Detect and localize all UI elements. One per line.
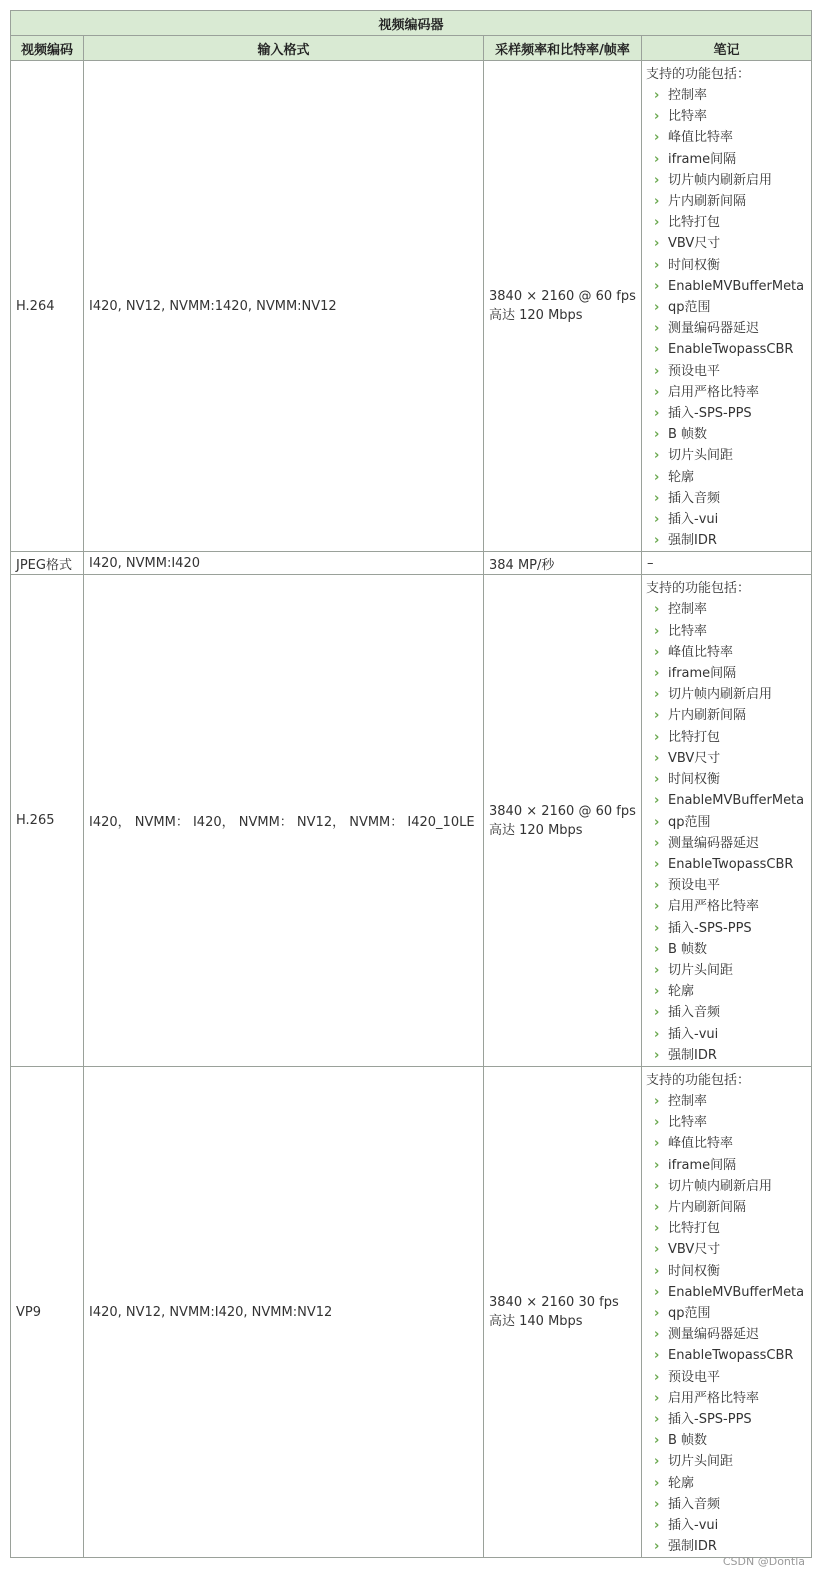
- feature-item: [646, 530, 811, 551]
- chevron-right-icon: ›: [654, 1284, 660, 1300]
- chevron-right-icon: ›: [654, 602, 660, 618]
- feature-item: [646, 1430, 811, 1451]
- table-row: [11, 1066, 812, 1557]
- codec-cell: H.264: [11, 61, 84, 552]
- feature-item: [646, 276, 811, 297]
- feature-item: [646, 1473, 811, 1494]
- codec-cell: JPEG格式: [11, 552, 84, 575]
- feature-label: VBV尺寸: [668, 750, 721, 766]
- feature-item: [646, 339, 811, 360]
- feature-label: iframe间隔: [668, 666, 737, 682]
- chevron-right-icon: ›: [654, 321, 660, 337]
- feature-item: [646, 1282, 811, 1303]
- chevron-right-icon: ›: [654, 194, 660, 210]
- feature-item: [646, 790, 811, 811]
- feature-label: VBV尺寸: [668, 1242, 721, 1258]
- feature-item: [646, 1155, 811, 1176]
- chevron-right-icon: ›: [654, 469, 660, 485]
- feature-item: [646, 642, 811, 663]
- feature-label: EnableMVBufferMeta: [668, 793, 805, 809]
- feature-item: [646, 1002, 811, 1023]
- feature-label: qp范围: [668, 1305, 711, 1321]
- codec-cell: VP9: [11, 1066, 84, 1557]
- feature-label: 轮廓: [668, 984, 695, 1000]
- feature-label: EnableTwopassCBR: [668, 1348, 794, 1364]
- chevron-right-icon: ›: [654, 1005, 660, 1021]
- chevron-right-icon: ›: [654, 623, 660, 639]
- chevron-right-icon: ›: [654, 750, 660, 766]
- watermark: CSDN @Dontla: [722, 1555, 805, 1568]
- feature-label: EnableTwopassCBR: [668, 856, 794, 872]
- feature-label: B 帧数: [668, 1433, 708, 1449]
- chevron-right-icon: ›: [654, 687, 660, 703]
- chevron-right-icon: ›: [654, 448, 660, 464]
- feature-label: iframe间隔: [668, 1157, 737, 1173]
- notes-title: 支持的功能包括：: [646, 1072, 751, 1088]
- feature-label: 轮廓: [668, 1475, 695, 1491]
- chevron-right-icon: ›: [654, 88, 660, 103]
- feature-label: EnableMVBufferMeta: [668, 1284, 805, 1300]
- feature-label: 强制IDR: [668, 1047, 717, 1063]
- feature-item: [646, 1045, 811, 1066]
- feature-label: iframe间隔: [668, 151, 737, 167]
- chevron-right-icon: ›: [654, 644, 660, 660]
- notes-cell: [642, 1066, 812, 1557]
- feature-label: 时间权衡: [668, 772, 721, 788]
- chevron-right-icon: ›: [654, 1390, 660, 1406]
- feature-label: 测量编码器延迟: [668, 321, 760, 337]
- chevron-right-icon: ›: [654, 257, 660, 273]
- feature-label: 插入音频: [668, 1496, 721, 1512]
- header-performance: 采样频率和比特率/帧率: [484, 36, 642, 61]
- feature-label: 插入-vui: [668, 1026, 719, 1042]
- chevron-right-icon: ›: [654, 1518, 660, 1533]
- feature-label: B 帧数: [668, 941, 708, 957]
- feature-item: [646, 233, 811, 254]
- chevron-right-icon: ›: [654, 1539, 660, 1555]
- table-row: [11, 552, 812, 575]
- feature-label: EnableMVBufferMeta: [668, 278, 805, 294]
- feature-label: 比特率: [668, 1115, 708, 1131]
- feature-label: 插入-SPS-PPS: [668, 1411, 752, 1427]
- feature-label: 切片头间距: [668, 1454, 734, 1470]
- chevron-right-icon: ›: [654, 1157, 660, 1173]
- feature-item: [646, 1024, 811, 1045]
- feature-label: 控制率: [668, 88, 708, 103]
- chevron-right-icon: ›: [654, 215, 660, 231]
- video-encoder-table: [10, 10, 812, 1558]
- performance-cell: [484, 61, 642, 552]
- chevron-right-icon: ›: [654, 1136, 660, 1152]
- feature-label: 比特率: [668, 109, 708, 125]
- notes-title: 支持的功能包括：: [646, 67, 751, 82]
- chevron-right-icon: ›: [654, 1411, 660, 1427]
- chevron-right-icon: ›: [654, 278, 660, 294]
- feature-label: 插入-SPS-PPS: [668, 406, 752, 422]
- feature-list: [646, 599, 811, 1065]
- chevron-right-icon: ›: [654, 384, 660, 400]
- feature-item: [646, 318, 811, 339]
- feature-item: [646, 960, 811, 981]
- feature-item: [646, 769, 811, 790]
- chevron-right-icon: ›: [654, 512, 660, 528]
- feature-item: [646, 1133, 811, 1154]
- chevron-right-icon: ›: [654, 962, 660, 978]
- perf-line: 高达 120 Mbps: [489, 822, 583, 838]
- chevron-right-icon: ›: [654, 1263, 660, 1279]
- chevron-right-icon: ›: [654, 1221, 660, 1237]
- chevron-right-icon: ›: [654, 130, 660, 146]
- chevron-right-icon: ›: [654, 1327, 660, 1343]
- feature-item: [646, 1388, 811, 1409]
- feature-item: [646, 1324, 811, 1345]
- feature-label: 时间权衡: [668, 257, 721, 273]
- chevron-right-icon: ›: [654, 1242, 660, 1258]
- feature-item: [646, 467, 811, 488]
- feature-item: [646, 170, 811, 191]
- feature-item: [646, 149, 811, 170]
- feature-item: [646, 1176, 811, 1197]
- feature-item: [646, 684, 811, 705]
- header-codec: 视频编码: [11, 36, 84, 61]
- perf-line: 3840 × 2160 @ 60 fps: [489, 803, 636, 819]
- feature-item: [646, 445, 811, 466]
- feature-label: 插入音频: [668, 490, 721, 506]
- table-row: [11, 575, 812, 1066]
- feature-label: 片内刷新间隔: [668, 1199, 747, 1215]
- feature-label: 启用严格比特率: [668, 899, 760, 915]
- feature-item: [646, 212, 811, 233]
- performance-cell: 384 MP/秒: [484, 552, 642, 575]
- feature-item: [646, 191, 811, 212]
- feature-item: [646, 297, 811, 318]
- codec-cell: H.265: [11, 575, 84, 1066]
- notes-cell: [642, 575, 812, 1066]
- feature-label: 预设电平: [668, 363, 721, 379]
- header-input-format: 输入格式: [84, 36, 484, 61]
- chevron-right-icon: ›: [654, 835, 660, 851]
- feature-item: [646, 382, 811, 403]
- feature-item: [646, 981, 811, 1002]
- feature-item: [646, 361, 811, 382]
- chevron-right-icon: ›: [654, 1305, 660, 1321]
- feature-label: 比特打包: [668, 215, 721, 231]
- chevron-right-icon: ›: [654, 1026, 660, 1042]
- feature-item: [646, 599, 811, 620]
- feature-item: [646, 509, 811, 530]
- chevron-right-icon: ›: [654, 300, 660, 316]
- feature-label: 切片帧内刷新启用: [668, 687, 773, 703]
- chevron-right-icon: ›: [654, 1454, 660, 1470]
- chevron-right-icon: ›: [654, 1475, 660, 1491]
- chevron-right-icon: ›: [654, 1178, 660, 1194]
- feature-item: [646, 1112, 811, 1133]
- feature-label: 测量编码器延迟: [668, 835, 760, 851]
- perf-line: 高达 140 Mbps: [489, 1314, 583, 1330]
- feature-list: [646, 85, 811, 551]
- feature-item: [646, 748, 811, 769]
- feature-item: [646, 918, 811, 939]
- perf-line: 3840 × 2160 30 fps: [489, 1295, 619, 1311]
- chevron-right-icon: ›: [654, 1093, 660, 1109]
- performance-cell: [484, 575, 642, 1066]
- performance-cell: [484, 1066, 642, 1557]
- chevron-right-icon: ›: [654, 793, 660, 809]
- chevron-right-icon: ›: [654, 984, 660, 1000]
- input-cell: I420， NVMM： I420， NVMM： NV12， NVMM： I420_10LE: [84, 575, 484, 1066]
- feature-label: 启用严格比特率: [668, 1390, 760, 1406]
- feature-item: [646, 854, 811, 875]
- chevron-right-icon: ›: [654, 1047, 660, 1063]
- feature-item: [646, 1197, 811, 1218]
- input-cell: I420, NVMM:I420: [84, 552, 484, 575]
- perf-line: 3840 × 2160 @ 60 fps: [489, 289, 636, 305]
- feature-item: [646, 663, 811, 684]
- feature-label: 预设电平: [668, 878, 721, 894]
- feature-list: [646, 1091, 811, 1557]
- feature-item: [646, 727, 811, 748]
- chevron-right-icon: ›: [654, 1199, 660, 1215]
- feature-label: 峰值比特率: [668, 130, 734, 146]
- chevron-right-icon: ›: [654, 666, 660, 682]
- chevron-right-icon: ›: [654, 236, 660, 252]
- feature-label: 片内刷新间隔: [668, 194, 747, 210]
- chevron-right-icon: ›: [654, 109, 660, 125]
- chevron-right-icon: ›: [654, 729, 660, 745]
- feature-item: [646, 875, 811, 896]
- feature-item: [646, 896, 811, 917]
- feature-item: [646, 1409, 811, 1430]
- chevron-right-icon: ›: [654, 708, 660, 724]
- notes-cell: [642, 61, 812, 552]
- feature-label: 比特打包: [668, 1221, 721, 1237]
- feature-item: [646, 1218, 811, 1239]
- feature-label: VBV尺寸: [668, 236, 721, 252]
- feature-label: 启用严格比特率: [668, 384, 760, 400]
- feature-label: 插入-vui: [668, 1518, 719, 1533]
- feature-label: 插入-SPS-PPS: [668, 920, 752, 936]
- feature-item: [646, 1451, 811, 1472]
- chevron-right-icon: ›: [654, 533, 660, 549]
- feature-label: EnableTwopassCBR: [668, 342, 794, 358]
- chevron-right-icon: ›: [654, 1115, 660, 1131]
- feature-label: 峰值比特率: [668, 1136, 734, 1152]
- chevron-right-icon: ›: [654, 814, 660, 830]
- feature-item: [646, 1239, 811, 1260]
- feature-label: 轮廓: [668, 469, 695, 485]
- feature-label: 切片头间距: [668, 962, 734, 978]
- feature-item: [646, 1261, 811, 1282]
- feature-item: [646, 403, 811, 424]
- feature-item: [646, 1091, 811, 1112]
- feature-label: 测量编码器延迟: [668, 1327, 760, 1343]
- chevron-right-icon: ›: [654, 941, 660, 957]
- feature-label: 强制IDR: [668, 1539, 717, 1555]
- feature-item: [646, 1303, 811, 1324]
- feature-item: [646, 106, 811, 127]
- feature-label: 控制率: [668, 602, 708, 618]
- chevron-right-icon: ›: [654, 406, 660, 422]
- chevron-right-icon: ›: [654, 856, 660, 872]
- chevron-right-icon: ›: [654, 490, 660, 506]
- feature-item: [646, 705, 811, 726]
- feature-item: [646, 1515, 811, 1536]
- feature-item: [646, 939, 811, 960]
- chevron-right-icon: ›: [654, 151, 660, 167]
- input-cell: I420, NV12, NVMM:I420, NVMM:NV12: [84, 1066, 484, 1557]
- feature-item: [646, 621, 811, 642]
- feature-item: [646, 812, 811, 833]
- feature-label: 比特打包: [668, 729, 721, 745]
- feature-label: 片内刷新间隔: [668, 708, 747, 724]
- chevron-right-icon: ›: [654, 878, 660, 894]
- feature-label: 切片帧内刷新启用: [668, 172, 773, 188]
- feature-item: [646, 424, 811, 445]
- feature-label: 时间权衡: [668, 1263, 721, 1279]
- feature-label: 峰值比特率: [668, 644, 734, 660]
- input-cell: I420, NV12, NVMM:1420, NVMM:NV12: [84, 61, 484, 552]
- chevron-right-icon: ›: [654, 1369, 660, 1385]
- chevron-right-icon: ›: [654, 427, 660, 443]
- feature-label: B 帧数: [668, 427, 708, 443]
- feature-item: [646, 85, 811, 106]
- feature-label: qp范围: [668, 814, 711, 830]
- feature-label: 强制IDR: [668, 533, 717, 549]
- feature-label: 控制率: [668, 1093, 708, 1109]
- table-caption: 视频编码器: [11, 11, 812, 36]
- feature-label: qp范围: [668, 300, 711, 316]
- notes-title: 支持的功能包括：: [646, 581, 751, 597]
- feature-item: [646, 255, 811, 276]
- feature-label: 比特率: [668, 623, 708, 639]
- chevron-right-icon: ›: [654, 772, 660, 788]
- feature-label: 插入音频: [668, 1005, 721, 1021]
- feature-label: 切片头间距: [668, 448, 734, 464]
- perf-line: 高达 120 Mbps: [489, 308, 583, 324]
- chevron-right-icon: ›: [654, 1433, 660, 1449]
- feature-item: [646, 1494, 811, 1515]
- feature-item: [646, 127, 811, 148]
- feature-label: 插入-vui: [668, 512, 719, 528]
- feature-label: 切片帧内刷新启用: [668, 1178, 773, 1194]
- header-notes: 笔记: [642, 36, 812, 61]
- chevron-right-icon: ›: [654, 1348, 660, 1364]
- chevron-right-icon: ›: [654, 342, 660, 358]
- chevron-right-icon: ›: [654, 1496, 660, 1512]
- chevron-right-icon: ›: [654, 920, 660, 936]
- feature-item: [646, 833, 811, 854]
- chevron-right-icon: ›: [654, 899, 660, 915]
- table-row: [11, 61, 812, 552]
- feature-label: 预设电平: [668, 1369, 721, 1385]
- feature-item: [646, 1367, 811, 1388]
- feature-item: [646, 1345, 811, 1366]
- chevron-right-icon: ›: [654, 172, 660, 188]
- feature-item: [646, 488, 811, 509]
- chevron-right-icon: ›: [654, 363, 660, 379]
- notes-cell: –: [642, 552, 812, 575]
